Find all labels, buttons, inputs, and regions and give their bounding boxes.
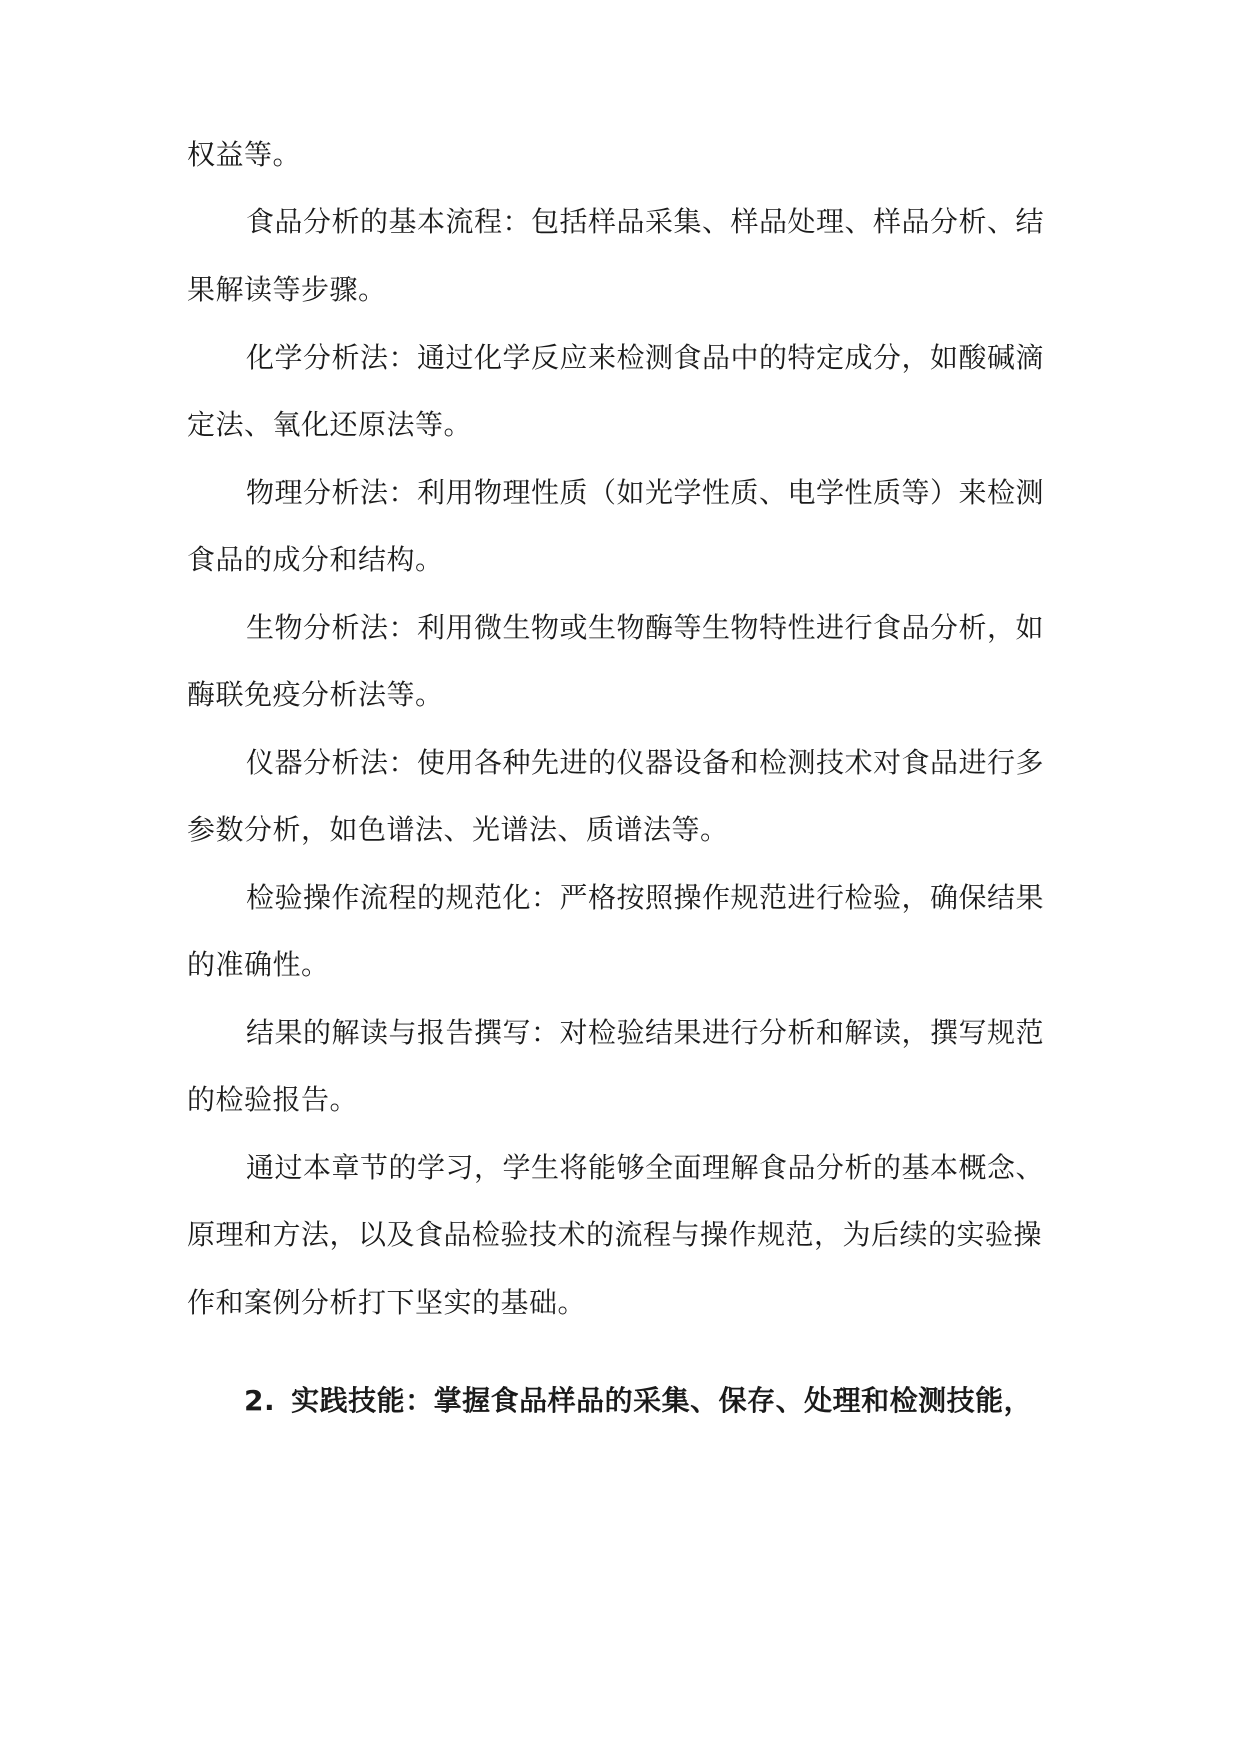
paragraph-line: 参数分析，如色谱法、光谱法、质谱法等。 bbox=[187, 813, 729, 846]
paragraph-line: 权益等。 bbox=[187, 138, 302, 171]
paragraph-line: 的检验报告。 bbox=[187, 1083, 359, 1116]
section-heading bbox=[244, 1383, 1032, 1419]
paragraph-line: 生物分析法：利用微生物或生物酶等生物特性进行食品分析，如 bbox=[246, 611, 1045, 644]
paragraph-line: 结果的解读与报告撰写：对检验结果进行分析和解读，撰写规范 bbox=[246, 1016, 1045, 1049]
paragraph-line: 物理分析法：利用物理性质（如光学性质、电学性质等）来检测 bbox=[246, 476, 1045, 509]
paragraph-line: 食品分析的基本流程：包括样品采集、样品处理、样品分析、结 bbox=[246, 205, 1045, 238]
paragraph-line: 通过本章节的学习，学生将能够全面理解食品分析的基本概念、 bbox=[246, 1151, 1045, 1184]
paragraph-line: 化学分析法：通过化学反应来检测食品中的特定成分，如酸碱滴 bbox=[246, 341, 1045, 374]
paragraph-line: 食品的成分和结构。 bbox=[187, 543, 444, 576]
section-number: 2. bbox=[244, 1384, 276, 1417]
paragraph-line: 定法、氧化还原法等。 bbox=[187, 408, 473, 441]
section-title: 实践技能：掌握食品样品的采集、保存、处理和检测技能， bbox=[291, 1384, 1033, 1417]
paragraph-line: 酶联免疫分析法等。 bbox=[187, 678, 444, 711]
paragraph-line: 作和案例分析打下坚实的基础。 bbox=[187, 1286, 587, 1319]
paragraph-line: 的准确性。 bbox=[187, 948, 330, 981]
paragraph-line: 检验操作流程的规范化：严格按照操作规范进行检验，确保结果 bbox=[246, 881, 1045, 914]
paragraph-line: 仪器分析法：使用各种先进的仪器设备和检测技术对食品进行多 bbox=[246, 746, 1045, 779]
paragraph-line: 果解读等步骤。 bbox=[187, 273, 387, 306]
paragraph-line: 原理和方法，以及食品检验技术的流程与操作规范，为后续的实验操 bbox=[187, 1218, 1043, 1251]
